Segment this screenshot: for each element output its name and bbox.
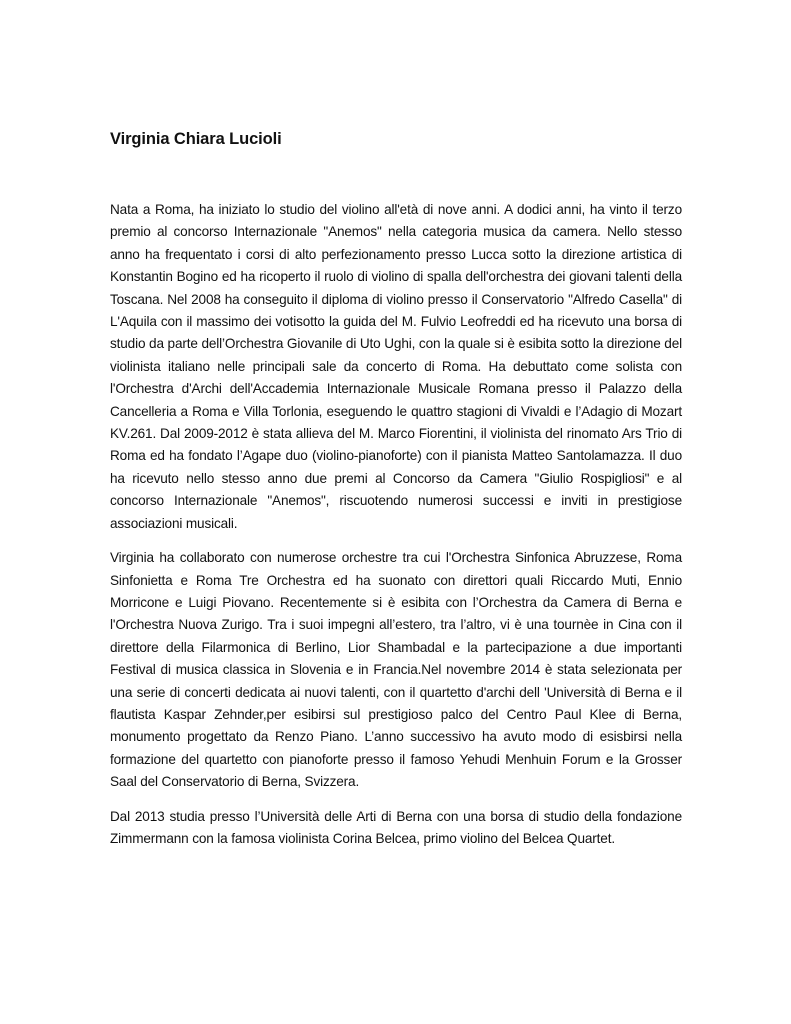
paragraph-early-career: Nata a Roma, ha iniziato lo studio del violino all'età di nove anni. A dodici anni, ha vinto il terzo premio al concorso Internazionale "Anemos" nella categoria musica da camera. Nello stesso anno ha frequentato i corsi di alto perfezionamento presso Lucca sotto la direzione artistica di Konstantin Bogino ed ha ricoperto il ruolo di violino di spalla dell'orchestra dei giovani talenti della Toscana. Nel 2008 ha conseguito il diploma di violino presso il Conservatorio "Alfredo Casella" di L'Aquila con il massimo dei votisotto la guida del M. Fulvio Leofreddi ed ha ricevuto una borsa di studio da parte dell’Orchestra Giovanile di Uto Ughi, con la quale si è esibita sotto la direzione del violinista italiano nelle principali sale da concerto di Roma. Ha debuttato come solista con l'Orchestra d'Archi dell'Accademia Internazionale Musicale Romana presso il Palazzo della Cancelleria a Roma e Villa Torlonia, eseguendo le quattro stagioni di Vivaldi e l’Adagio di Mozart KV.261. Dal 2009-2012 è stata allieva del M. Marco Fiorentini, il violinista del rinomato Ars Trio di Roma ed ha fondato l’Agape duo (violino-pianoforte) con il pianista Matteo Santolamazza. Il duo ha ricevuto nello stesso anno due premi al Concorso da Camera "Giulio Rospigliosi" e al concorso Internazionale "Anemos", riscuotendo numerosi successi e inviti in prestigiose associazioni musicali. bbox=[110, 202, 682, 531]
document-title: Virginia Chiara Lucioli bbox=[110, 130, 282, 148]
document-page bbox=[110, 127, 682, 850]
paragraph-current-studies: Dal 2013 studia presso l’Università delle Arti di Berna con una borsa di studio della fondazione Zimmermann con la famosa violinista Corina Belcea, primo violino del Belcea Quartet. bbox=[110, 808, 682, 846]
paragraph-collaborations: Virginia ha collaborato con numerose orchestre tra cui l'Orchestra Sinfonica Abruzzese, Roma Sinfonietta e Roma Tre Orchestra ed ha suonato con direttori quali Riccardo Muti, Ennio Morricone e Luigi Piovano. Recentemente si è esibita con l’Orchestra da Camera di Berna e l'Orchestra Nuova Zurigo. Tra i suoi impegni all’estero, tra l’altro, vi è una tournèe in Cina con il direttore della Filarmonica di Berlino, Lior Shambadal e la partecipazione a due importanti Festival di musica classica in Slovenia e in Francia.Nel novembre 2014 è stata selezionata per una serie di concerti dedicata ai nuovi talenti, con il quartetto d'archi dell 'Università di Berna e il flautista Kaspar Zehnder,per esibirsi sul prestigioso palco del Centro Paul Klee di Berna, monumento progettato da Renzo Piano. L’anno successivo ha avuto modo di esisbirsi nella formazione del quartetto con pianoforte presso il famoso Yehudi Menhuin Forum e la Grosser Saal del Conservatorio di Berna, Svizzera. bbox=[110, 550, 682, 790]
